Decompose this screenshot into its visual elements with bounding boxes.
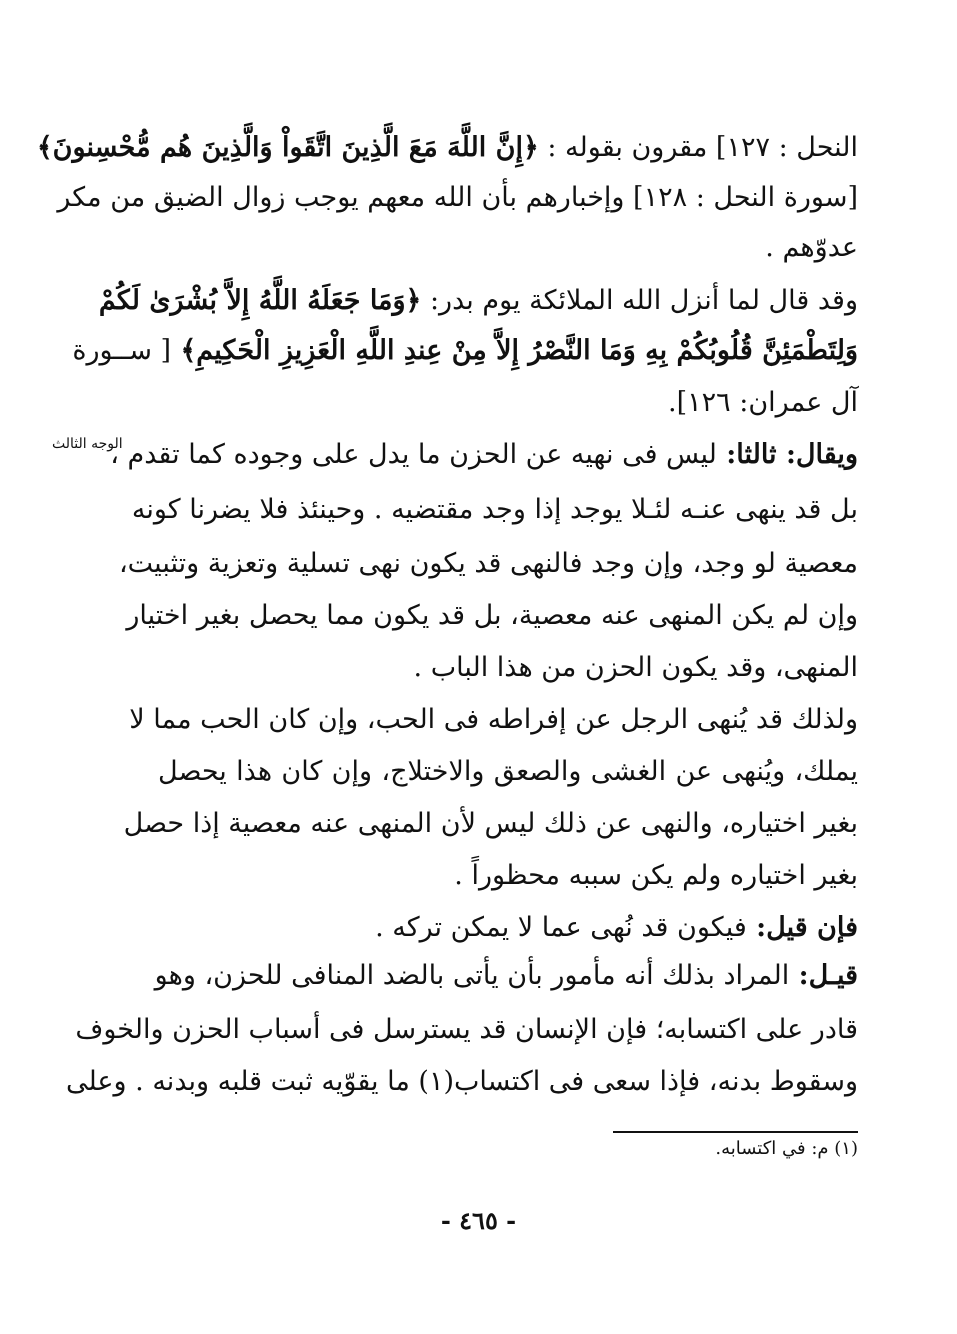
text-line	[123, 804, 858, 844]
text-segment: وقد قال لما أنزل الله الملائكة يوم بدر:	[421, 285, 858, 316]
citation: [سورة النحل : ١٢٨]	[624, 182, 858, 213]
heading-phrase: قيـل:	[789, 960, 858, 991]
text-line	[668, 383, 858, 423]
text-segment: عدوّهم .	[765, 232, 858, 263]
text-segment: فيكون قد نُهى عما لا يمكن تركه .	[375, 912, 747, 943]
text-line	[375, 908, 858, 948]
text-line	[118, 544, 858, 584]
text-segment: ليس فى نهيه عن الحزن ما يدل على وجوده كما تقدم ،	[110, 439, 717, 470]
text-line	[57, 178, 858, 218]
quran-quote: ﴿إِنَّ اللَّهَ مَعَ الَّذِينَ اتَّقَواْ وَالَّذِينَ هُم مُّحْسِنونَ﴾	[36, 132, 539, 163]
text-line	[454, 856, 858, 896]
footnote-divider	[613, 1131, 858, 1133]
text-line	[154, 956, 858, 996]
text-segment: وسقوط بدنه، فإذا سعى فى اكتساب(١) ما يقوّيه ثبت قلبه وبدنه . وعلى	[65, 1066, 858, 1097]
text-line	[110, 435, 858, 475]
quran-quote: ﴿وَمَا جَعَلَهُ اللَّهُ إِلاَّ بُشْرَىٰ لَكُمْ	[98, 285, 422, 316]
citation: [ ســورة	[72, 335, 172, 366]
citation: النحل : ١٢٧] مقرون بقوله :	[538, 132, 858, 163]
page-number: - ٤٦٥ -	[440, 1206, 517, 1235]
margin-note: الوجه الثالث	[52, 436, 123, 452]
text-line	[75, 1010, 858, 1050]
text-segment: يملك، ويُنهى عن الغشى والصعق والاختلاج، وإن كان هذا يحصل	[158, 756, 858, 787]
text-segment: وإن لم يكن المنهى عنه معصية، بل قد يكون مما يحصل بغير اختيار	[126, 600, 858, 631]
text-segment: بغير اختياره، والنهى عن ذلك ليس لأن المنهى عنه معصية إذا حصل	[123, 808, 858, 839]
text-segment: وإخبارهم بأن الله معهم يوجب زوال الضيق من مكر	[57, 182, 625, 213]
text-line	[65, 1062, 858, 1102]
heading-phrase: ويقال: ثالثا:	[716, 439, 858, 470]
text-line	[129, 700, 858, 740]
text-segment: ولذلك قد يُنهى الرجل عن إفراطه فى الحب، وإن كان الحب مما لا	[129, 704, 858, 735]
text-line	[36, 128, 858, 168]
text-line	[98, 281, 858, 321]
text-line	[72, 331, 858, 371]
text-line	[126, 596, 858, 636]
text-segment: بغير اختياره ولم يكن سببه محظوراً .	[454, 860, 858, 891]
text-segment: معصية لو وجد، وإن وجد فالنهى قد يكون نهى تسلية وتعزية وتثبيت،	[118, 548, 858, 579]
heading-phrase: فإن قيل:	[746, 912, 858, 943]
footnote: (١) م: في اكتسابه.	[715, 1138, 858, 1159]
quran-quote: وَلِتَطْمَئِنَّ قُلُوبُكُمْ بِهِ وَمَا النَّصْرُ إِلاَّ مِنْ عِندِ اللَّهِ الْعَزِيزِ الْحَكِيمِ﴾	[171, 335, 858, 366]
text-line	[158, 752, 858, 792]
text-line	[765, 228, 858, 268]
text-segment: المراد بذلك أنه مأمور بأن يأتى بالضد المنافى للحزن، وهو	[154, 960, 790, 991]
text-segment: المنهى، وقد يكون الحزن من هذا الباب .	[413, 652, 858, 683]
text-line	[414, 648, 858, 688]
text-segment: بل قد ينهى عنـه لئـلا يوجد إذا وجد مقتضيه . وحينئذ فلا يضرنا كونه	[131, 494, 858, 525]
citation: آل عمران: ١٢٦].	[668, 387, 858, 418]
text-segment: قادر على اكتسابه؛ فإن الإنسان قد يسترسل فى أسباب الحزن والخوف	[75, 1014, 858, 1045]
text-line	[131, 490, 858, 530]
